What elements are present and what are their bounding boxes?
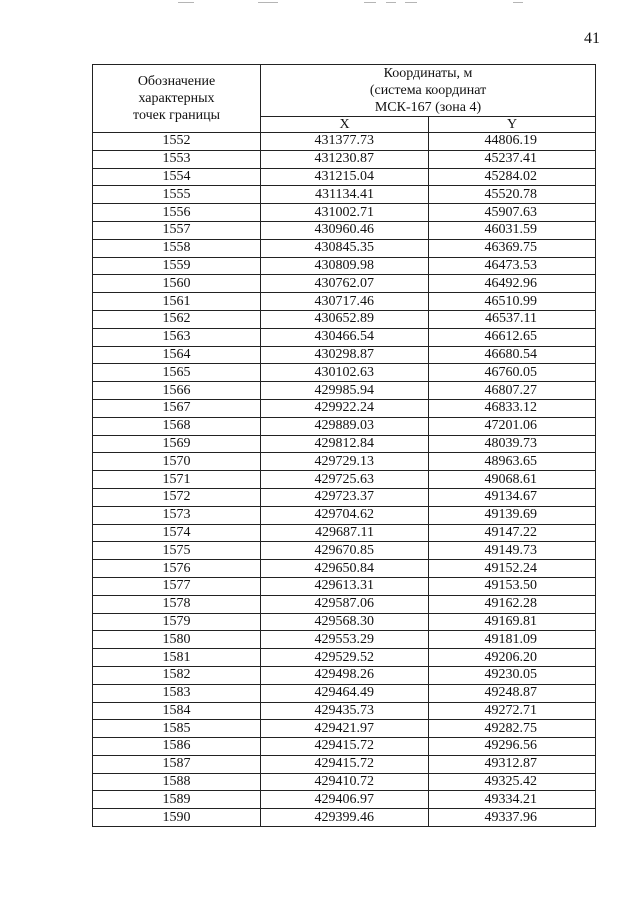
table-row	[93, 595, 596, 613]
point-cell: 1570	[93, 453, 261, 471]
table-row	[93, 204, 596, 222]
point-cell: 1578	[93, 595, 261, 613]
table-row	[93, 399, 596, 417]
y-coordinate-cell: 46612.65	[429, 328, 596, 346]
table-row	[93, 257, 596, 275]
y-coordinate-cell: 46473.53	[429, 257, 596, 275]
table-row	[93, 773, 596, 791]
point-cell: 1555	[93, 186, 261, 204]
point-cell: 1560	[93, 275, 261, 293]
y-coordinate-cell: 49312.87	[429, 755, 596, 773]
y-coordinate-cell: 47201.06	[429, 417, 596, 435]
x-coordinate-cell: 430762.07	[261, 275, 429, 293]
y-coordinate-cell: 46492.96	[429, 275, 596, 293]
table-row	[93, 328, 596, 346]
y-coordinate-cell: 46760.05	[429, 364, 596, 382]
table-row	[93, 666, 596, 684]
y-coordinate-cell: 45237.41	[429, 150, 596, 168]
point-cell: 1566	[93, 382, 261, 400]
point-cell: 1558	[93, 239, 261, 257]
point-cell: 1580	[93, 631, 261, 649]
x-coordinate-cell: 429464.49	[261, 684, 429, 702]
x-coordinate-cell: 429421.97	[261, 720, 429, 738]
x-coordinate-cell: 429415.72	[261, 755, 429, 773]
y-coordinate-cell: 46369.75	[429, 239, 596, 257]
x-coordinate-cell: 429985.94	[261, 382, 429, 400]
table-row	[93, 684, 596, 702]
y-coordinate-cell: 48039.73	[429, 435, 596, 453]
x-column-header: X	[261, 117, 429, 133]
x-coordinate-cell: 431215.04	[261, 168, 429, 186]
point-cell: 1575	[93, 542, 261, 560]
point-cell: 1567	[93, 399, 261, 417]
x-coordinate-cell: 430298.87	[261, 346, 429, 364]
x-coordinate-cell: 429725.63	[261, 471, 429, 489]
point-cell: 1583	[93, 684, 261, 702]
point-cell: 1579	[93, 613, 261, 631]
point-cell: 1587	[93, 755, 261, 773]
table-row	[93, 364, 596, 382]
point-designation-header: Обозначение характерных точек границы	[93, 65, 261, 133]
table-row	[93, 293, 596, 311]
table-header	[93, 65, 596, 133]
y-coordinate-cell: 49169.81	[429, 613, 596, 631]
point-cell: 1572	[93, 488, 261, 506]
point-cell: 1581	[93, 649, 261, 667]
x-coordinate-cell: 429650.84	[261, 560, 429, 578]
coordinates-table	[92, 64, 596, 827]
y-coordinate-cell: 46031.59	[429, 221, 596, 239]
table-row	[93, 791, 596, 809]
y-coordinate-cell: 49068.61	[429, 471, 596, 489]
table-row	[93, 346, 596, 364]
y-coordinate-cell: 49134.67	[429, 488, 596, 506]
x-coordinate-cell: 431230.87	[261, 150, 429, 168]
y-coordinate-cell: 49248.87	[429, 684, 596, 702]
table-row	[93, 310, 596, 328]
y-coordinate-cell: 49162.28	[429, 595, 596, 613]
table-row	[93, 542, 596, 560]
y-coordinate-cell: 46680.54	[429, 346, 596, 364]
point-cell: 1569	[93, 435, 261, 453]
x-coordinate-cell: 430102.63	[261, 364, 429, 382]
y-coordinate-cell: 45520.78	[429, 186, 596, 204]
x-coordinate-cell: 431134.41	[261, 186, 429, 204]
x-coordinate-cell: 429435.73	[261, 702, 429, 720]
x-coordinate-cell: 431002.71	[261, 204, 429, 222]
y-coordinate-cell: 44806.19	[429, 133, 596, 151]
point-cell: 1585	[93, 720, 261, 738]
table-row	[93, 471, 596, 489]
point-cell: 1552	[93, 133, 261, 151]
x-coordinate-cell: 429498.26	[261, 666, 429, 684]
x-coordinate-cell: 429670.85	[261, 542, 429, 560]
y-coordinate-cell: 49181.09	[429, 631, 596, 649]
x-coordinate-cell: 429704.62	[261, 506, 429, 524]
table-row	[93, 275, 596, 293]
table-row	[93, 613, 596, 631]
point-cell: 1559	[93, 257, 261, 275]
x-coordinate-cell: 429399.46	[261, 809, 429, 827]
point-cell: 1565	[93, 364, 261, 382]
point-cell: 1554	[93, 168, 261, 186]
point-cell: 1561	[93, 293, 261, 311]
table-row	[93, 809, 596, 827]
x-coordinate-cell: 429410.72	[261, 773, 429, 791]
point-cell: 1589	[93, 791, 261, 809]
point-cell: 1584	[93, 702, 261, 720]
table-row	[93, 453, 596, 471]
x-coordinate-cell: 430960.46	[261, 221, 429, 239]
table-row	[93, 239, 596, 257]
x-coordinate-cell: 429922.24	[261, 399, 429, 417]
table-row	[93, 720, 596, 738]
coordinates-header: Координаты, м (система координат МСК-167 (зона 4)	[261, 65, 596, 117]
x-coordinate-cell: 430845.35	[261, 239, 429, 257]
table-row	[93, 168, 596, 186]
point-cell: 1573	[93, 506, 261, 524]
point-cell: 1588	[93, 773, 261, 791]
point-cell: 1562	[93, 310, 261, 328]
table-row	[93, 738, 596, 756]
y-coordinate-cell: 49282.75	[429, 720, 596, 738]
point-cell: 1574	[93, 524, 261, 542]
point-cell: 1577	[93, 577, 261, 595]
x-coordinate-cell: 429729.13	[261, 453, 429, 471]
y-coordinate-cell: 45284.02	[429, 168, 596, 186]
point-cell: 1568	[93, 417, 261, 435]
table-row	[93, 488, 596, 506]
table-row	[93, 435, 596, 453]
table-row	[93, 150, 596, 168]
point-cell: 1563	[93, 328, 261, 346]
x-coordinate-cell: 430717.46	[261, 293, 429, 311]
y-coordinate-cell: 49206.20	[429, 649, 596, 667]
y-coordinate-cell: 48963.65	[429, 453, 596, 471]
table-row	[93, 133, 596, 151]
table-row	[93, 649, 596, 667]
table-row	[93, 524, 596, 542]
y-coordinate-cell: 46807.27	[429, 382, 596, 400]
point-cell: 1576	[93, 560, 261, 578]
x-coordinate-cell: 429587.06	[261, 595, 429, 613]
table-row	[93, 417, 596, 435]
table-row	[93, 221, 596, 239]
table-row	[93, 702, 596, 720]
point-cell: 1582	[93, 666, 261, 684]
y-coordinate-cell: 49296.56	[429, 738, 596, 756]
table-row	[93, 755, 596, 773]
y-coordinate-cell: 49139.69	[429, 506, 596, 524]
x-coordinate-cell: 429613.31	[261, 577, 429, 595]
y-coordinate-cell: 45907.63	[429, 204, 596, 222]
top-scan-marks	[0, 0, 640, 8]
table-row	[93, 577, 596, 595]
point-cell: 1590	[93, 809, 261, 827]
y-coordinate-cell: 49152.24	[429, 560, 596, 578]
y-coordinate-cell: 46833.12	[429, 399, 596, 417]
x-coordinate-cell: 429723.37	[261, 488, 429, 506]
y-coordinate-cell: 46510.99	[429, 293, 596, 311]
x-coordinate-cell: 430466.54	[261, 328, 429, 346]
x-coordinate-cell: 429889.03	[261, 417, 429, 435]
table-row	[93, 631, 596, 649]
point-cell: 1571	[93, 471, 261, 489]
point-cell: 1553	[93, 150, 261, 168]
x-coordinate-cell: 430809.98	[261, 257, 429, 275]
x-coordinate-cell: 429529.52	[261, 649, 429, 667]
y-coordinate-cell: 49147.22	[429, 524, 596, 542]
x-coordinate-cell: 429812.84	[261, 435, 429, 453]
point-cell: 1556	[93, 204, 261, 222]
y-coordinate-cell: 49337.96	[429, 809, 596, 827]
point-cell: 1564	[93, 346, 261, 364]
table-body	[93, 133, 596, 827]
y-coordinate-cell: 49153.50	[429, 577, 596, 595]
table-row	[93, 382, 596, 400]
x-coordinate-cell: 429687.11	[261, 524, 429, 542]
y-coordinate-cell: 49149.73	[429, 542, 596, 560]
point-cell: 1557	[93, 221, 261, 239]
x-coordinate-cell: 429406.97	[261, 791, 429, 809]
y-coordinate-cell: 49325.42	[429, 773, 596, 791]
y-coordinate-cell: 49272.71	[429, 702, 596, 720]
point-cell: 1586	[93, 738, 261, 756]
x-coordinate-cell: 429568.30	[261, 613, 429, 631]
y-coordinate-cell: 46537.11	[429, 310, 596, 328]
y-column-header: Y	[429, 117, 596, 133]
x-coordinate-cell: 429553.29	[261, 631, 429, 649]
table-row	[93, 560, 596, 578]
page-number: 41	[584, 30, 600, 47]
y-coordinate-cell: 49230.05	[429, 666, 596, 684]
x-coordinate-cell: 430652.89	[261, 310, 429, 328]
x-coordinate-cell: 431377.73	[261, 133, 429, 151]
x-coordinate-cell: 429415.72	[261, 738, 429, 756]
table-row	[93, 186, 596, 204]
y-coordinate-cell: 49334.21	[429, 791, 596, 809]
table-row	[93, 506, 596, 524]
